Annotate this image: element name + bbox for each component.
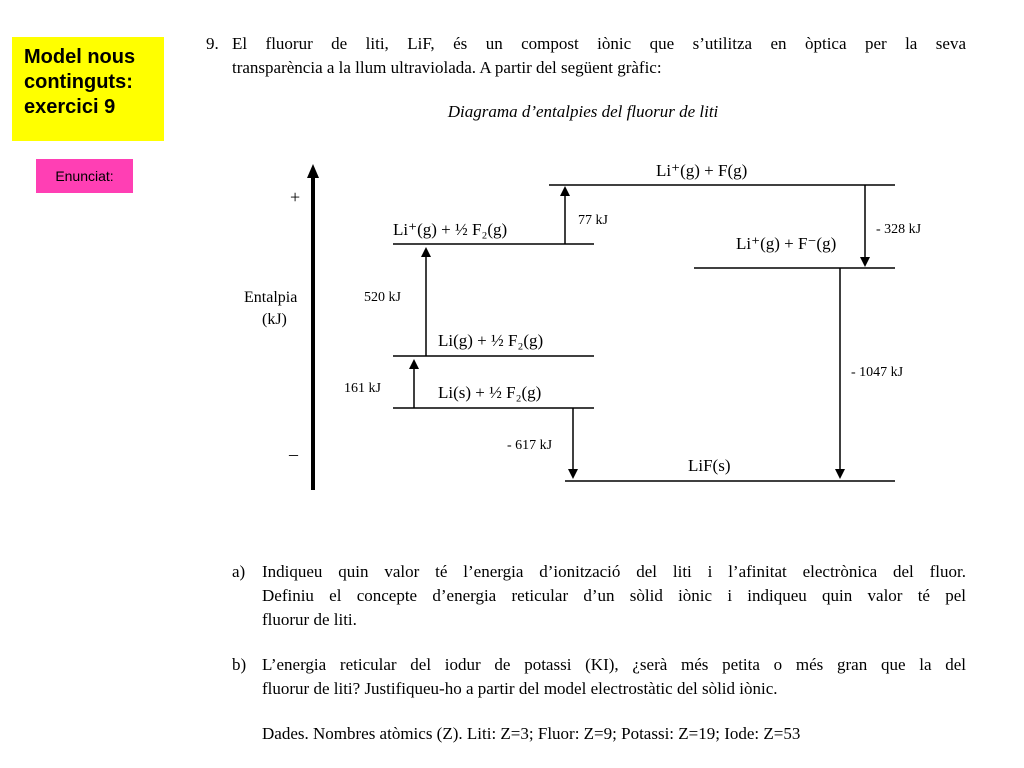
label-li-f-minus: Li⁺(g) + F⁻(g)	[736, 234, 837, 253]
diagram-title: Diagrama d’entalpies del fluorur de liti	[447, 102, 719, 121]
part-b-label: b)	[232, 655, 247, 674]
energy-sublimation: 161 kJ	[344, 381, 381, 396]
part-b-line-2: fluorur de liti? Justifiqueu-ho a partir del model electrostàtic del sòlid iònic.	[262, 679, 778, 698]
axis-arrowhead	[307, 164, 319, 178]
label-li-s: Li(s) + ½ F₂(g)	[438, 383, 542, 402]
label-li-f-g: Li⁺(g) + F(g)	[656, 161, 748, 180]
question-line-1: El fluorur de liti, LiF, és un compost iònic que s’utilitza en òptica per la seva	[232, 34, 966, 53]
question-line-2: transparència a la llum ultraviolada. A partir del següent gràfic:	[232, 58, 662, 77]
energy-lattice: - 1047 kJ	[851, 365, 904, 380]
question-number: 9.	[206, 34, 219, 53]
energy-ionization: 520 kJ	[364, 290, 401, 305]
dades-line: Dades. Nombres atòmics (Z). Liti: Z=3; Fluor: Z=9; Potassi: Z=19; Iode: Z=53	[262, 724, 801, 743]
minus-sign: –	[289, 444, 298, 464]
part-b-line-1: L’energia reticular del iodur de potassi (KI), ¿serà més petita o més gran que la del	[262, 655, 966, 674]
title-line-3: exercici 9	[24, 96, 116, 118]
energy-dissociation: 77 kJ	[578, 213, 608, 228]
label-lif-s: LiF(s)	[688, 456, 731, 475]
title-line-1: Model nous	[24, 46, 136, 68]
label-li-g: Li(g) + ½ F₂(g)	[438, 331, 544, 350]
axis-label-enthalpy: Entalpia	[244, 289, 298, 306]
part-a-label: a)	[232, 562, 246, 581]
enunciat-badge: Enunciat:	[36, 159, 133, 193]
energy-affinity: - 328 kJ	[876, 222, 922, 237]
part-b-text	[262, 653, 966, 701]
plus-sign: +	[290, 187, 301, 207]
energy-formation: - 617 kJ	[507, 438, 553, 453]
part-a-line-2: Definiu el concepte d’energia reticular d’un sòlid iònic i indiqueu quin valor té pel	[262, 586, 966, 605]
axis-label-unit: (kJ)	[262, 311, 287, 328]
part-a-line-1: Indiqueu quin valor té l’energia d’ionització del liti i l’afinitat electrònica del fluor.	[262, 562, 966, 581]
part-a-text	[262, 560, 966, 632]
part-a-line-3: fluorur de liti.	[262, 610, 357, 629]
label-li-half-f2-g: Li⁺(g) + ½ F₂(g)	[393, 220, 508, 239]
title-line-2: continguts:	[24, 71, 133, 93]
